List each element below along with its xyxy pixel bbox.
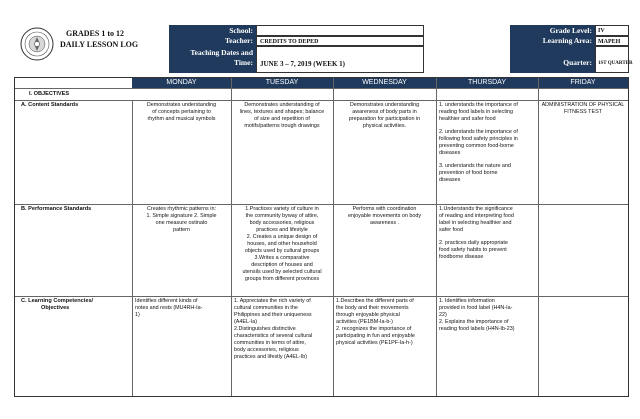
grade-level-field[interactable]: IV (595, 25, 629, 36)
deped-seal-icon (20, 27, 54, 61)
cell-line: 2.Distinguishes distinctive (234, 326, 296, 332)
cell-line: characteristics of several cultural (234, 333, 313, 339)
log-heading: DAILY LESSON LOG (60, 40, 139, 49)
document-title (60, 28, 139, 50)
performance-standards-thursday (439, 206, 537, 261)
cell-line: awareness . (369, 220, 400, 226)
cell-line: activities (PE1BM-Ia-b-) (336, 319, 393, 325)
cell-line: following food safety principles in (439, 136, 518, 142)
cell-line: motifs/patterns trough drawings (244, 123, 320, 129)
learning-competencies-wednesday (336, 298, 436, 347)
cell-line: 2. recognizes the importance of (336, 326, 412, 332)
cell-line: 1.Describes the different parts of (336, 298, 414, 304)
divider (436, 78, 437, 396)
divider (538, 78, 539, 396)
cell-line: 1. Simple signature 2. Simple (146, 213, 217, 219)
cell-line: prevention of food borne (439, 170, 498, 176)
cell-line: pattern (173, 227, 190, 233)
cell-line: description of houses and (251, 262, 313, 268)
cell-line: preventing common food-borne (439, 143, 514, 149)
cell-line: utensils used by selected cultural (242, 269, 322, 275)
cell-line: label in selecting healthier and (439, 220, 512, 226)
day-header-monday: MONDAY (132, 78, 231, 88)
learning-area-field[interactable]: MAPEH (595, 36, 629, 46)
divider (132, 100, 133, 396)
cell-line: Demonstrates understanding of (244, 102, 320, 108)
dates-label-line-1: Teaching Dates and (190, 48, 253, 57)
day-header-wednesday: WEDNESDAY (333, 78, 436, 88)
quarter-label: Quarter: (510, 46, 595, 73)
cell-line: groups from different provinces (244, 276, 320, 282)
cell-line: rhythm and musical symbols (147, 116, 216, 122)
learning-competencies-tuesday (234, 298, 333, 361)
header-row-dates (169, 46, 633, 73)
cell-line: 1. understands the importance of (439, 102, 518, 108)
cell-line: healthier and safer food (439, 116, 496, 122)
cell-line: 3.Writes a comparative (254, 255, 310, 261)
cell-line: 3. understands the nature and (439, 163, 511, 169)
performance-standards-monday (132, 206, 231, 234)
cell-line: lines, textures and shapes; balance (239, 109, 325, 115)
cell-line: Identifies different kinds of (135, 298, 198, 304)
cell-line: 1. Identifies information (439, 298, 495, 304)
cell-line: Demonstrates understanding (349, 102, 420, 108)
cell-line: 2. understands the importance of (439, 129, 518, 135)
cell-line: 1. Appreciates the rich variety of (234, 298, 311, 304)
content-standards-thursday (439, 102, 537, 184)
cell-line: 22) (439, 312, 447, 318)
cell-line: of reading and interpreting food (439, 213, 514, 219)
objectives-heading: I. OBJECTIVES (29, 91, 70, 97)
header-row-school (169, 25, 629, 36)
cell-line: body accessories, religious (234, 347, 299, 353)
cell-line: diseases (439, 150, 461, 156)
content-standards-monday (132, 102, 231, 123)
cell-line: one measure ostinato (155, 220, 208, 226)
cell-line: Performs with coordination (352, 206, 417, 212)
cell-line: 1) (135, 312, 140, 318)
cell-line: participating in fun and enjoyable (336, 333, 415, 339)
cell-line: enjoyable movements on body (347, 213, 422, 219)
learning-competencies-label-line-2: Objectives (41, 305, 70, 311)
cell-line: the community byway of attire, (245, 213, 319, 219)
learning-area-label: Learning Area: (510, 36, 595, 46)
divider (15, 88, 628, 89)
header-row-teacher (169, 36, 629, 46)
performance-standards-label: B. Performance Standards (21, 206, 92, 212)
cell-line: 2. Explains the importance of (439, 319, 509, 325)
dates-label-line-2: Time: (233, 58, 253, 67)
grades-heading: GRADES 1 to 12 (65, 29, 124, 38)
cell-line: awareness of body parts in (352, 109, 417, 115)
cell-line: physical activities. (362, 123, 407, 129)
quarter-field[interactable]: 1ST QUARTER (595, 46, 629, 73)
teacher-label: Teacher: (169, 36, 256, 46)
cell-line: 2. practices daily appropriate (439, 240, 508, 246)
cell-line: food safety habits to prevent (439, 247, 507, 253)
cell-line: practices and lifestyle (256, 227, 308, 233)
cell-line: through enjoyable physical (336, 312, 400, 318)
cell-line: notes and rests (MU4RH-Ia- (135, 305, 203, 311)
cell-line: practices and lifestly (A4EL-Ib) (234, 354, 308, 360)
divider (15, 296, 628, 297)
learning-competencies-label (21, 298, 93, 312)
learning-competencies-monday (135, 298, 231, 319)
day-header-row (15, 78, 628, 88)
cell-line: ADMINISTRATION OF PHYSICAL (541, 102, 625, 108)
cell-line: objects used by cultural groups (244, 248, 320, 254)
cell-line: of concepts pertaining to (152, 109, 211, 115)
cell-line: 1.Practices variety of culture in (245, 206, 319, 212)
lesson-table (14, 77, 629, 397)
content-standards-wednesday (333, 102, 436, 130)
school-label: School: (169, 25, 256, 36)
day-header-friday: FRIDAY (538, 78, 628, 88)
cell-line: diseases (439, 177, 461, 183)
cell-line: FITNESS TEST (564, 109, 602, 115)
cell-line: Creates rhythmic patterns in: (147, 206, 216, 212)
cell-line: Philippines and their uniqueness (234, 312, 312, 318)
cell-line: safer food (439, 227, 463, 233)
cell-line: houses, and other household (247, 241, 317, 247)
cell-line: communities in terms of attire, (234, 340, 306, 346)
cell-line: 1.Understands the significance (439, 206, 513, 212)
divider (15, 204, 628, 205)
teacher-field[interactable]: CREDITS TO DEPED (256, 36, 424, 46)
day-header-thursday: THURSDAY (436, 78, 538, 88)
performance-standards-tuesday (231, 206, 333, 283)
cell-line: (A4EL-Ia) (234, 319, 258, 325)
cell-line: physical activities (PE1PF-Ia-h-) (336, 340, 413, 346)
cell-line: Demonstrates understanding (146, 102, 217, 108)
content-standards-friday (538, 102, 628, 116)
cell-line: the body and their movements (336, 305, 409, 311)
content-standards-tuesday (231, 102, 333, 130)
school-field[interactable] (256, 25, 424, 36)
cell-line: of size and repetition of (254, 116, 310, 122)
grade-level-label: Grade Level: (510, 25, 595, 36)
day-header-tuesday: TUESDAY (231, 78, 333, 88)
cell-line: provided in food label (H4N-Ia- (439, 305, 513, 311)
cell-line: body accessories, religious (249, 220, 315, 226)
dates-field[interactable]: JUNE 3 – 7, 2019 (WEEK 1) (256, 46, 424, 73)
cell-line: foodborne disease (439, 254, 484, 260)
cell-line: 2. Creates a unique design of (246, 234, 318, 240)
header-info-block (169, 25, 633, 75)
cell-line: reading food labels (H4N-Ib-23) (439, 326, 515, 332)
learning-competencies-label-line-1: C. Learning Competencies/ (21, 298, 94, 304)
learning-competencies-thursday (439, 298, 537, 333)
dates-label (169, 46, 256, 73)
content-standards-label: A. Content Standards (21, 102, 79, 108)
cell-line: preparation for participation in (348, 116, 421, 122)
cell-line: cultural communities in the (234, 305, 298, 311)
divider (15, 100, 628, 101)
performance-standards-wednesday (333, 206, 436, 227)
cell-line: reading food labels in selecting (439, 109, 514, 115)
